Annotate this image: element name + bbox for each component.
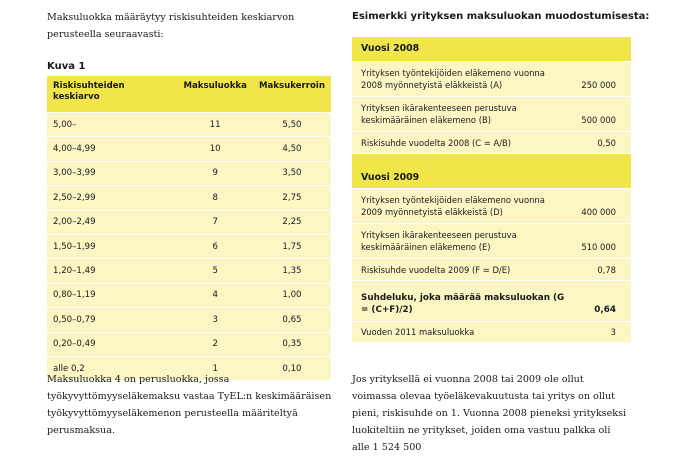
payment-class-cell: 11 [177,113,253,137]
example-title: Esimerkki yrityksen maksuluokan muodostumisesta: [352,11,650,22]
year-2009-row [352,223,631,258]
table-row [47,234,331,258]
payment-coefficient-cell: 1,35 [253,259,331,283]
payment-class-cell: 1 [177,356,253,380]
final-class-row [352,321,631,342]
row-value: 510 000 [581,242,616,252]
table-row [47,259,331,283]
table-row [47,113,331,137]
summary-value: 0,64 [594,305,616,315]
header-payment-class: Maksuluokka [177,76,253,113]
risk-average-cell: 1,20–1,49 [47,259,177,283]
payment-class-cell: 2 [177,332,253,356]
payment-class-cell: 8 [177,186,253,210]
header-risk-average: Riskisuhteiden keskiarvo [47,76,177,113]
payment-class-cell: 4 [177,283,253,307]
payment-class-cell: 7 [177,210,253,234]
table-row [47,161,331,185]
payment-class-cell: 6 [177,234,253,258]
risk-average-cell: 3,00–3,99 [47,161,177,185]
risk-average-cell: 4,00–4,99 [47,137,177,161]
risk-average-cell: 0,50–0,79 [47,308,177,332]
payment-coefficient-cell: 2,25 [253,210,331,234]
intro-paragraph: Maksuluokka määräytyy riskisuhteiden keskiarvon perusteella seuraavasti: [47,12,295,40]
payment-coefficient-cell: 5,50 [253,113,331,137]
table-row [47,283,331,307]
risk-average-cell: 1,50–1,99 [47,234,177,258]
payment-coefficient-cell: 4,50 [253,137,331,161]
payment-coefficient-cell: 0,35 [253,332,331,356]
year-2008-row [352,96,631,131]
risk-average-cell: 5,00– [47,113,177,137]
payment-class-cell: 9 [177,161,253,185]
payment-class-table [47,76,331,380]
year-2008-heading: Vuosi 2008 [352,37,631,61]
table-row [47,332,331,356]
row-value: 400 000 [581,207,616,217]
final-class-label: Vuoden 2011 maksuluokka [361,327,475,337]
year-2009-row [352,188,631,223]
payment-coefficient-cell: 0,10 [253,356,331,380]
year-2009-heading: Vuosi 2009 [352,154,631,192]
year-2008-row [352,131,631,153]
row-label: Riskisuhde vuodelta 2008 (C = A/B) [361,138,512,148]
table-header-row [47,76,331,113]
risk-average-cell: 0,80–1,19 [47,283,177,307]
payment-class-cell: 5 [177,259,253,283]
year-2008-row [352,61,631,96]
header-payment-coefficient: Maksukerroin [253,76,331,113]
row-label: Yrityksen ikärakenteeseen perustuva keskimääräinen eläkemeno (E) [361,230,517,252]
left-footnote-paragraph: Maksuluokka 4 on perusluokka, jossa työkyvyttömyyseläkemaksu vastaa TyEL:n keskimääräisen työkyvyttömyyseläkemenon perusteella määriteltyä perusmaksua. [47,374,332,436]
row-value: 250 000 [581,80,616,90]
year-2009-row [352,258,631,280]
example-calculation-box [352,37,631,342]
risk-average-cell: 2,50–2,99 [47,186,177,210]
payment-coefficient-cell: 1,75 [253,234,331,258]
risk-average-cell: 2,00–2,49 [47,210,177,234]
row-label: Yrityksen työntekijöiden eläkemeno vuonna 2009 myönnetyistä eläkkeistä (D) [361,195,545,217]
payment-coefficient-cell: 2,75 [253,186,331,210]
final-class-value: 3 [610,327,616,337]
right-footnote-paragraph: Jos yrityksellä ei vuonna 2008 tai 2009 ole ollut voimassa olevaa työeläkevakuutusta tai yritys on ollut pieni, riskisuhde on 1. Vuonna 2008 pieneksi yritykseksi luokiteltiin ne yritykset, joiden oma vastuu palkka oli alle 1 524 500 [352,374,627,453]
row-label: Yrityksen työntekijöiden eläkemeno vuonna 2008 myönnetyistä eläkkeistä (A) [361,68,545,90]
risk-average-cell: 0,20–0,49 [47,332,177,356]
table-row [47,308,331,332]
figure-label: Kuva 1 [47,61,86,72]
payment-class-cell: 10 [177,137,253,161]
row-label: Riskisuhde vuodelta 2009 (F = D/E) [361,265,511,275]
table-row [47,186,331,210]
payment-coefficient-cell: 1,00 [253,283,331,307]
payment-coefficient-cell: 0,65 [253,308,331,332]
row-value: 0,78 [597,265,616,275]
summary-label: Suhdeluku, joka määrää maksuluokan (G = (C+F)/2) [361,293,565,315]
risk-average-cell: alle 0,2 [47,356,177,380]
table-row [47,210,331,234]
payment-class-cell: 3 [177,308,253,332]
row-value: 0,50 [597,138,616,148]
row-label: Yrityksen ikärakenteeseen perustuva keskimääräinen eläkemeno (B) [361,103,517,125]
table-row [47,137,331,161]
row-value: 500 000 [581,115,616,125]
summary-row [352,280,631,321]
payment-coefficient-cell: 3,50 [253,161,331,185]
